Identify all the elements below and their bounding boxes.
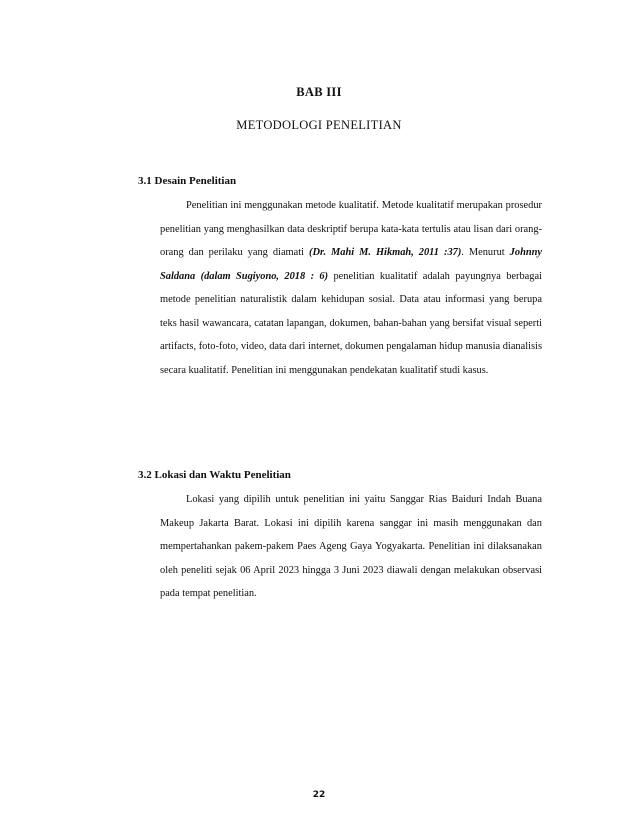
section-paragraph-3-1	[160, 194, 542, 382]
paragraph-text: Lokasi yang dipilih untuk penelitian ini yaitu Sanggar Rias Baiduri Indah Buana Makeup Jakarta Barat. Lokasi ini dipilih karena sanggar ini masih menggunakan dan mempertahankan pakem-pakem Paes Ageng Gaya Yogyakarta. Penelitian ini dilaksanakan oleh peneliti sejak 06 April 2023 hingga 3 Juni 2023 diawali dengan melakukan observasi pada tempat penelitian.	[160, 494, 542, 599]
section-heading-3-1: 3.1 Desain Penelitian	[138, 175, 237, 187]
paragraph-text: penelitian kualitatif adalah payungnya berbagai metode penelitian naturalistik dalam kehidupan sosial. Data atau informasi yang berupa teks hasil wawancara, catatan lapangan, dokumen, bahan-bahan yang bersifat visual seperti artifacts, foto-foto, video, data dari internet, dokumen pengalaman hidup manusia dianalisis secara kualitatif. Penelitian ini menggunakan pendekatan kualitatif studi kasus.	[160, 270, 542, 376]
citation: Johnny Saldana (dalam Sugiyono, 2018 : 6)	[160, 247, 543, 282]
page-number: 22	[312, 790, 326, 800]
paragraph-text: . Menurut	[461, 247, 510, 258]
section-heading-3-2: 3.2 Lokasi dan Waktu Penelitian	[138, 469, 291, 481]
paragraph-text: Penelitian ini menggunakan metode kualitatif. Metode kualitatif merupakan prosedur penelitian yang menghasilkan data deskriptif berupa kata-kata tertulis atau lisan dari orang-orang dan perilaku yang diamati	[160, 200, 542, 258]
citation: (Dr. Mahi M. Hikmah, 2011 :37)	[309, 247, 462, 258]
chapter-title: METODOLOGI PENELITIAN	[236, 118, 402, 132]
section-paragraph-3-2	[160, 488, 542, 606]
chapter-label: BAB III	[296, 85, 342, 99]
